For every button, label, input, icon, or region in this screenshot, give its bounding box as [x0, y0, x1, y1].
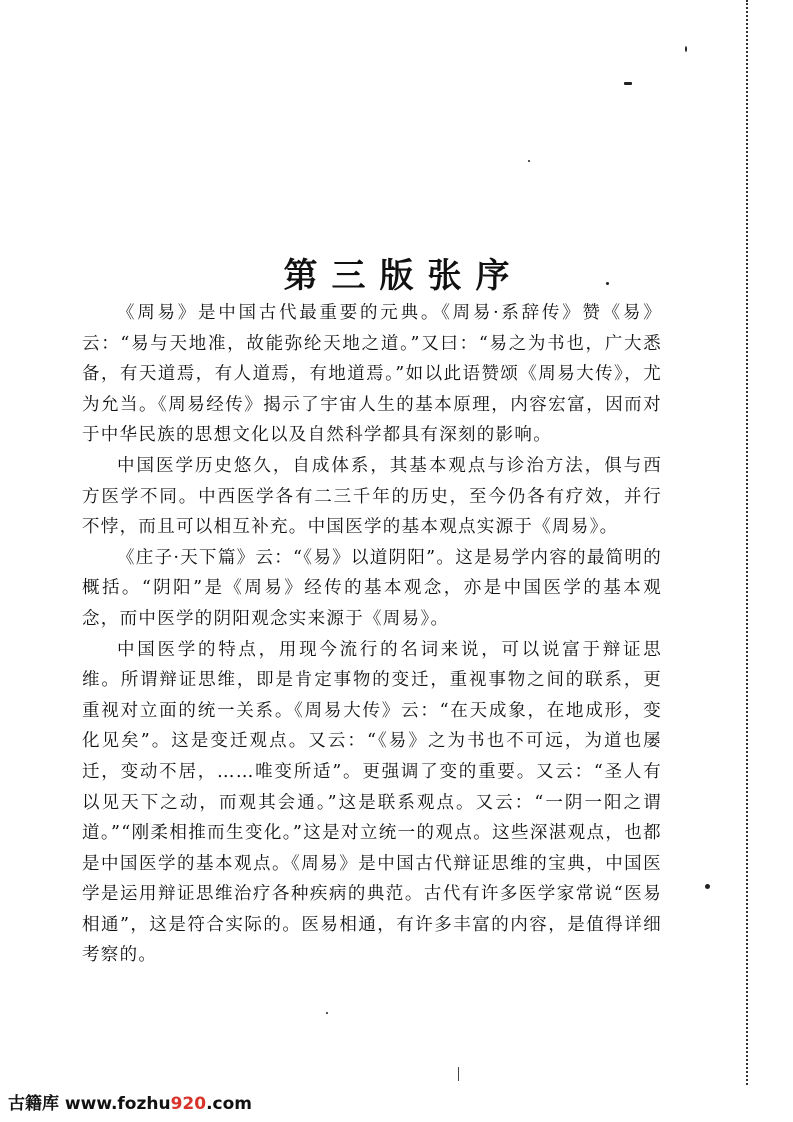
watermark-number: 920 — [170, 1094, 207, 1114]
scan-speck — [624, 82, 632, 85]
watermark-suffix: .com — [206, 1094, 253, 1114]
paragraph: 中国医学的特点，用现今流行的名词来说，可以说富于辩证思维。所谓辩证思维，即是肯定事物的变迁，重视事物之间的联系，更重视对立面的统一关系。《周易大传》云：“在天成象，在地成形，变化见矣”。这是变迁观点。又云：“《易》之为书也不可远，为道也屡迁，变动不居，……唯变所适”。更强调了变的重要。又云：“圣人有以见天下之动，而观其会通。”这是联系观点。又云：“一阴一阳之谓道。”“刚柔相推而生变化。”这是对立统一的观点。这些深湛观点，也都是中国医学的基本观点。《周易》是中国古代辩证思维的宝典，中国医学是运用辩证思维治疗各种疾病的典范。古代有许多医学家常说“医易相通”，这是符合实际的。医易相通，有许多丰富的内容，是值得详细考察的。 — [82, 639, 662, 966]
body-text — [82, 298, 662, 971]
scan-speck — [705, 884, 710, 889]
paragraph: 中国医学历史悠久，自成体系，其基本观点与诊治方法，俱与西方医学不同。中西医学各有二三千年的历史，至今仍各有疗效，并行不悖，而且可以相互补充。中国医学的基本观点实源于《周易》。 — [82, 455, 662, 538]
scan-speck — [326, 1012, 328, 1014]
watermark-prefix: 古籍库 www.fozhu — [8, 1094, 171, 1114]
paragraph: 《庄子·天下篇》云：“《易》以道阴阳”。这是易学内容的最简明的概括。“阴阳”是《周易》经传的基本观念，亦是中国医学的基本观念，而中医学的阴阳观念实来源于《周易》。 — [82, 547, 663, 629]
page-title: 第三版张序 — [283, 255, 524, 296]
paragraph: 《周易》是中国古代最重要的元典。《周易·系辞传》赞《易》云：“易与天地准，故能弥纶天地之道。”又曰：“易之为书也，广大悉备，有天道焉，有人道焉，有地道焉。”如以此语赞颂《周易大传》，尤为允当。《周易经传》揭示了宇宙人生的基本原理，内容宏富，因而对于中华民族的思想文化以及自然科学都具有深刻的影响。 — [82, 303, 662, 446]
scan-speck — [528, 160, 530, 162]
watermark — [8, 1089, 252, 1114]
binding-edge-line — [746, 0, 748, 1085]
scan-speck — [685, 46, 687, 52]
page-number-mark — [458, 1067, 459, 1081]
